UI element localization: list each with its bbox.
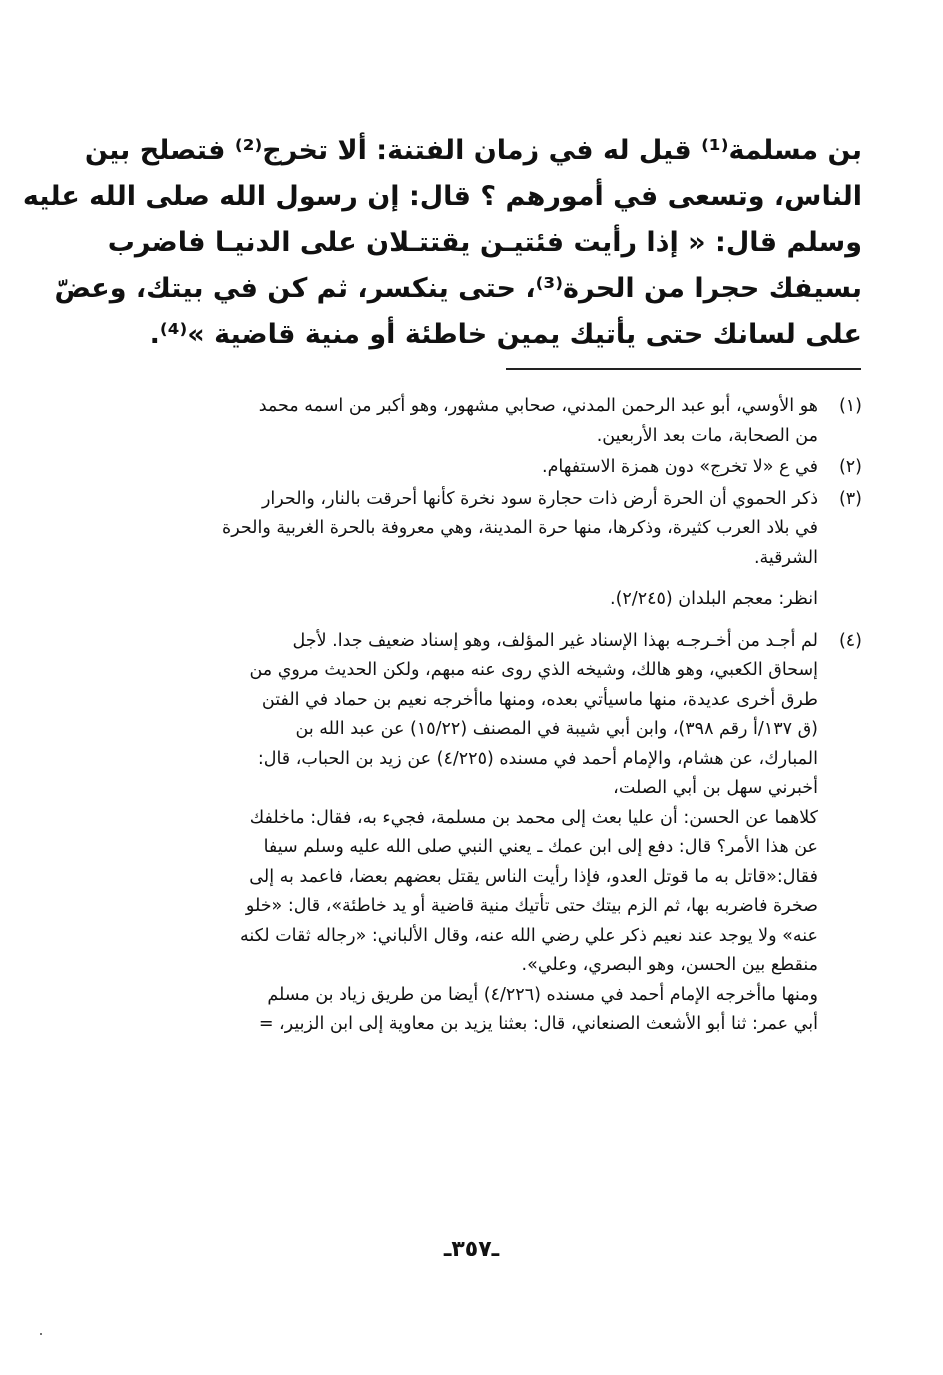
- main-text-line: بسيفك حجرا من الحرة⁽³⁾، حتى ينكسر، ثم كن في بيتك، وعضّ: [54, 273, 862, 304]
- footnote-number: (٢): [838, 457, 862, 477]
- footnote-line: عن هذا الأمر؟ قال: دفع إلى ابن عمك ـ يعني النبي صلى الله عليه وسلم سيفا: [263, 837, 818, 857]
- footnotes-section: [120, 392, 862, 1040]
- footnote-number: (٤): [838, 630, 862, 651]
- footnote-line: صخرة فاضربه بها، ثم الزم بيتك حتى تأتيك منية قاضية أو يد خاطئة»، قال: «خلو: [245, 896, 818, 916]
- footnote-body: [120, 392, 818, 451]
- footnote-line: ذكر الحموي أن الحرة أرض ذات حجارة سود نخرة كأنها أحرقت بالنار، والحرار: [261, 488, 818, 509]
- footnote-line: ومنها ماأخرجه الإمام أحمد في مسنده (٤/٢٢٦) أيضا من طريق زياد بن مسلم: [267, 984, 818, 1005]
- main-text-block: [22, 128, 862, 358]
- footnote-line: أخبرني سهل بن أبي الصلت،: [613, 778, 818, 798]
- footnote-line: أبي عمر: ثنا أبو الأشعث الصنعاني، قال: بعثنا يزيد بن معاوية إلى ابن الزبير، =: [258, 1014, 818, 1034]
- footnote-1: [120, 392, 862, 451]
- footnote-line: هو الأوسي، أبو عبد الرحمن المدني، صحابي مشهور، وهو أكبر من اسمه محمد: [258, 396, 818, 416]
- footnote-line: لم أجـد من أخـرجـه بهذا الإسناد غير المؤلف، وهو إسناد ضعيف جدا. لأجل: [292, 630, 818, 651]
- footnote-body: [120, 627, 818, 804]
- footnote-line: منقطع بين الحسن، وهو البصري، وعلي».: [521, 955, 818, 975]
- footnote-body: [120, 453, 818, 483]
- footnote-line: فقال:«قاتل به ما قوتل العدو، فإذا رأيت الناس يقتل بعضهم بعضا، فاعمد به إلى: [249, 866, 818, 887]
- main-text-line: الناس، وتسعى في أمورهم ؟ قال: إن رسول الله صلى الله عليه: [22, 181, 862, 212]
- footnote-line: الشرقية.: [753, 547, 818, 568]
- footnote-continuation: [120, 804, 818, 1040]
- scan-speck: [40, 1333, 42, 1335]
- footnote-line: (ق ١٣٧/أ رقم ٣٩٨)، وابن أبي شيبة في المصنف (١٥/٢٢) عن عبد الله بن: [295, 719, 818, 739]
- footnote-4: [120, 627, 862, 804]
- footnote-reference-line: انظر: معجم البلدان (٢/٢٤٥).: [610, 589, 818, 609]
- footnote-reference: [120, 585, 818, 615]
- footnote-3: [120, 485, 862, 574]
- footnote-line: المبارك، عن هشام، والإمام أحمد في مسنده (٤/٢٢٥) عن زيد بن الحباب، قال:: [257, 748, 818, 769]
- footnote-line: من الصحابة، مات بعد الأربعين.: [596, 425, 818, 446]
- main-text-line: وسلم قال: « إذا رأيت فئتيـن يقتتـلان على الدنيـا فاضرب: [107, 227, 862, 258]
- footnote-2: [120, 453, 862, 483]
- footnote-line: في بلاد العرب كثيرة، وذكرها، منها حرة المدينة، وهي معروفة بالحرة الغربية والحرة: [222, 518, 818, 538]
- main-text-line: على لسانك حتى يأتيك يمين خاطئة أو منية قاضية »⁽⁴⁾.: [149, 319, 862, 350]
- footnote-number: (٣): [838, 488, 862, 509]
- footnote-line: طرق أخرى عديدة، منها ماسيأتي بعده، ومنها ماأخرجه نعيم بن حماد في الفتن: [261, 689, 818, 710]
- footnote-line: إسحاق الكعبي، وهو هالك، وشيخه الذي روى عنه مبهم، ولكن الحديث مروي من: [249, 660, 818, 680]
- main-text-line: بن مسلمة⁽¹⁾ قيل له في زمان الفتنة: ألا تخرج⁽²⁾ فتصلح بين: [84, 135, 862, 166]
- footnote-line: عنه» ولا يوجد عند نعيم ذكر علي رضي الله عنه، وقال الألباني: «رجاله ثقات لكنه: [239, 925, 818, 946]
- footnote-body: [120, 485, 818, 574]
- footnote-number: (١): [838, 396, 862, 416]
- footnote-line: كلاهما عن الحسن: أن عليا بعث إلى محمد بن مسلمة، فجيء به، فقال: ماخلفك: [249, 807, 818, 828]
- footnote-line: في ع «لا تخرج» دون همزة الاستفهام.: [542, 457, 818, 477]
- footnote-divider: [506, 368, 861, 370]
- page-number: ـ٣٥٧ـ: [443, 1237, 500, 1262]
